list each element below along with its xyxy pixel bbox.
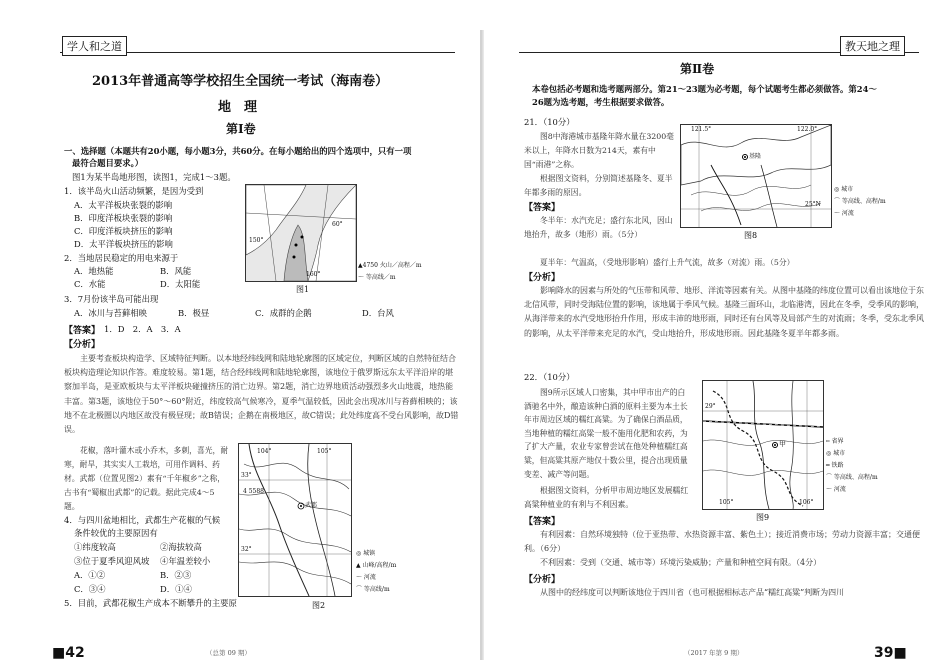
figure-8-caption: 图8 (744, 231, 758, 240)
figure-1-caption: 图1 (296, 285, 310, 294)
q22-paragraph: 图9所示区域人口密集，其中甲市出产的白酒驰名中外，酿造该种白酒的原料主要为本土长年市周边区域的糯红高粱。为了确保白酒品质，当地种植的糯红高粱一般不施用化肥和农药，为了扩大产量，农业专家曾尝试在他处种植糯红高粱，但高粱其原产地仅十数公里，提合出现质量变差、减产等问题。 (524, 388, 688, 479)
fig2-peak-label: 4 5588 (243, 488, 264, 495)
fig2-town-label: 武都 (305, 502, 318, 509)
figure-2-caption: 图2 (312, 601, 326, 610)
fig8-legend-contour: ⌒ 等高线、高程/m (834, 198, 886, 205)
q3-option-c: C．成群的企鹅 (255, 308, 312, 318)
question-1: 1．该半岛火山活动频繁，是因为受到 (64, 186, 204, 196)
footer-right: （2017 年第 9 期） (684, 649, 744, 657)
question-3: 3．7月份该半岛可能出现 (64, 294, 159, 304)
subject-title: 地 理 (218, 100, 258, 115)
q22-answer-unfavorable: 不利因素：受到（交通、城市等）环境污染威胁；产量和种植空间有限。（4分） (540, 558, 822, 567)
fig1-legend-volcano: ▲4750 火山／高程／m (358, 262, 422, 269)
wudu-map-drawing (239, 444, 351, 596)
q21-analysis: 影响降水的因素与所处的气压带和风带、地形、洋流等因素有关。从图中基隆的纬度位置可以看出该地位于东北信风带，同时受海陆位置的影响，该地属于季风气候。基隆三面环山，北临港湾，因此在冬季，受季风的影响，从海洋带来的水汽受地形抬升作用，形成丰沛的地形雨，同时还有台风等及局部产生的对流雨；冬季，受东北季风的影响，从太平洋带来充足的水汽，受山地抬升，形成地形雨。因此基隆冬夏半年都多雨。 (524, 286, 924, 338)
fig9-lon-label-2: 106° (799, 499, 814, 506)
q1-option-d: D．太平洋板块挤压的影响 (74, 239, 173, 249)
q21-answer-winter: 冬半年：水汽充足；盛行东北风，因山地抬升，故多（地形）雨。（5分） (524, 216, 673, 239)
footer-left: （总第 09 期） (206, 649, 251, 657)
fig2-lat-label-2: 32° (241, 546, 252, 553)
q3-option-b: B．极昼 (178, 308, 210, 318)
fig9-legend-border: ┅ 省界 (826, 438, 844, 445)
q1-option-c: C．印度洋板块挤压的影响 (74, 226, 173, 236)
q21-answer-summer: 夏半年：气温高，（受地形影响）盛行上升气流，故多（对流）雨。（5分） (540, 258, 795, 267)
header-tag: 学人和之道 (62, 36, 127, 56)
question-5: 5．目前，武都花椒生产成本不断攀升的主要原 (64, 598, 237, 608)
q4-item-2: ②海拔较高 (160, 542, 202, 552)
fig8-legend-city: ◎ 城市 (834, 186, 854, 193)
figure-1-map (245, 184, 357, 282)
question-4: 4．与四川盆地相比，武都生产花椒的气候 (64, 515, 221, 525)
q21-question: 根据图文资料，分别简述基隆冬、夏半年都多雨的原因。 (524, 174, 673, 197)
fig9-legend-contour: ⌒ 等高线、高程/m (826, 474, 878, 481)
fig2-lon-label-1: 104° (257, 448, 272, 455)
q1-option-a: A．太平洋板块张裂的影响 (74, 200, 173, 210)
fig9-legend-rail: ═ 铁路 (826, 462, 844, 469)
q4-item-3: ③位于夏季风迎风坡 (74, 556, 150, 566)
q4-option-a: A．①② (74, 570, 106, 580)
question-21: 21．（10分） (524, 117, 575, 127)
fig1-lon-label-2: 160° (306, 271, 321, 278)
q2-option-d: D．太阳能 (160, 279, 201, 289)
figure-9-map (702, 380, 824, 510)
fig9-city-label: 甲 (779, 440, 786, 448)
answer-label: 【答案】 (524, 203, 561, 213)
fig1-legend-contour: ～ 等高线／m (358, 274, 396, 281)
fig2-legend-town: ◎ 城镇 (356, 550, 376, 557)
figure-9-caption: 图9 (756, 513, 770, 522)
fig8-lat-label: 25°N (805, 201, 821, 208)
fig2-lat-label-1: 33° (241, 472, 252, 479)
q22-answer-favorable: 有利因素：自然环境独特（位于亚热带、水热资源丰富、紫色土）；接近消费市场；劳动力资源丰富；交通便利。（6分） (524, 530, 920, 554)
q2-option-b: B．风能 (160, 266, 192, 276)
analysis-label-22: 【分析】 (524, 575, 561, 585)
q4-option-d: D．①④ (160, 584, 192, 594)
intro-line1: 本卷包括必考题和选考题两部分。第21～23题为必考题，每个试题考生都必须做答。第24～ (532, 84, 877, 94)
analysis-label: 【分析】 (64, 340, 101, 350)
q4-intro-paragraph: 花椒，落叶灌木或小乔木，多刺，喜光，耐寒，耐旱，其实实人工栽培，可用作调料、药材。武都（位置见图2）素有“千年椒乡”之称，古书有“蜀椒出武都”的记载。据此完成4～5题。 (64, 446, 229, 511)
header-tag: 教天地之理 (840, 36, 905, 56)
fig9-legend-city: ◎ 城市 (826, 450, 846, 457)
fig1-legend (358, 260, 422, 284)
q4-item-1: ①纬度较高 (74, 542, 116, 552)
fig9-legend (826, 436, 878, 496)
fig8-legend-river: ～ 河流 (834, 210, 854, 217)
fig9-legend-river: ～ 河流 (826, 486, 846, 493)
q22-analysis: 从图中的经纬度可以判断该地位于四川省（也可根据相标志产品“糯红高粱”判断为四川 (540, 588, 845, 597)
figure-8-map (680, 124, 832, 228)
q21-paragraph: 图8中海港城市基隆年降水量在3200毫米以上，年降水日数为214天，素有中国“雨港”之称。 (524, 132, 674, 169)
fig8-lon-label-2: 122.0° (797, 126, 818, 133)
fig2-legend-contour: ⌒ 等高线/m (356, 586, 390, 593)
question-2: 2．当地居民稳定的用电来源于 (64, 253, 179, 263)
fig2-legend (356, 548, 396, 596)
right-page (484, 0, 950, 671)
analysis-label: 【分析】 (524, 273, 561, 283)
fig9-lat-label: 29° (705, 403, 716, 410)
q4-item-4: ④年温差较小 (160, 556, 211, 566)
fig8-legend (834, 184, 886, 220)
page-number-left: ■42 (52, 645, 85, 661)
fig2-lon-label-2: 105° (317, 448, 332, 455)
fig9-lon-label-1: 105° (719, 499, 734, 506)
fig8-city-label: 基隆 (749, 153, 762, 160)
sichuan-map-drawing (703, 381, 823, 509)
q3-option-d: D．台风 (362, 308, 394, 318)
figure-2-map (238, 443, 352, 597)
question-4-cont: 条件较优的主要原因有 (74, 528, 158, 538)
answer-label-22: 【答案】 (524, 517, 561, 527)
question-22: 22．（10分） (524, 372, 575, 382)
instructions-line1: 一、选择题（本题共有20小题，每小题3分，共60分。在每小题给出的四个选项中，只有一项 (64, 146, 412, 156)
intro-line2: 26题为选考题，考生根据要求做答。 (532, 97, 670, 107)
q1-option-b: B．印度洋板块张裂的影响 (74, 213, 173, 223)
analysis-1-3: 主要考查板块构造学、区域特征判断。以本地经纬线网和陆地轮廓图的区域定位，判断区域的自然特征结合板块构造理论知识作答。难度较易。第1题，结合经纬线网和陆地轮廓图，该地位于俄罗斯远东太平洋沿岸的堪察加半岛，是亚欧板块与太平洋板块碰撞挤压的消亡边界。第2题，消亡边界地质活动强烈多火山地震，地热能丰富。第3题，该地位于50°～60°附近，纬度较高气候寒冷，夏季气温较低，因此会出现冰川与苔藓相映的；该地不在北极圈以内地区故没有极昼现；故B错误；企鹅在南极地区，故C错误；此处纬度高不受台风影响，故D错误。 (64, 354, 459, 435)
fig2-legend-peak: ▲ 山峰/高程/m (356, 562, 397, 569)
fig1-intro: 图1为某半岛地形图，读图1，完成1～3题。 (72, 172, 236, 182)
q2-option-a: A．地热能 (74, 266, 114, 276)
q22-question: 根据图文资料，分析甲市周边地区发展糯红高粱种植业的有利与不利因素。 (524, 486, 689, 509)
section-title: 第Ⅰ卷 (226, 122, 256, 136)
q2-option-c: C．水能 (74, 279, 106, 289)
q4-option-b: B．②③ (160, 570, 192, 580)
answer-1-3: 1．D 2．A 3．A (104, 324, 181, 334)
q3-option-a: A．冰川与苔藓相映 (74, 308, 148, 318)
fig1-lat-label: 60° (332, 221, 343, 228)
keelung-map-drawing (681, 125, 831, 227)
page-number-right: 39■ (874, 645, 907, 661)
exam-title: 2013年普通高等学校招生全国统一考试（海南卷） (92, 74, 389, 89)
fig2-legend-river: ～ 河流 (356, 574, 376, 581)
q4-option-c: C．③④ (74, 584, 106, 594)
fig1-lon-label-1: 150° (249, 237, 264, 244)
peninsula-map-drawing (246, 185, 356, 281)
section-title: 第Ⅱ卷 (680, 62, 715, 76)
answer-label: 【答案】 (64, 326, 101, 336)
instructions-line2: 最符合题目要求。） (72, 158, 144, 168)
fig8-lon-label-1: 121.5° (691, 126, 712, 133)
